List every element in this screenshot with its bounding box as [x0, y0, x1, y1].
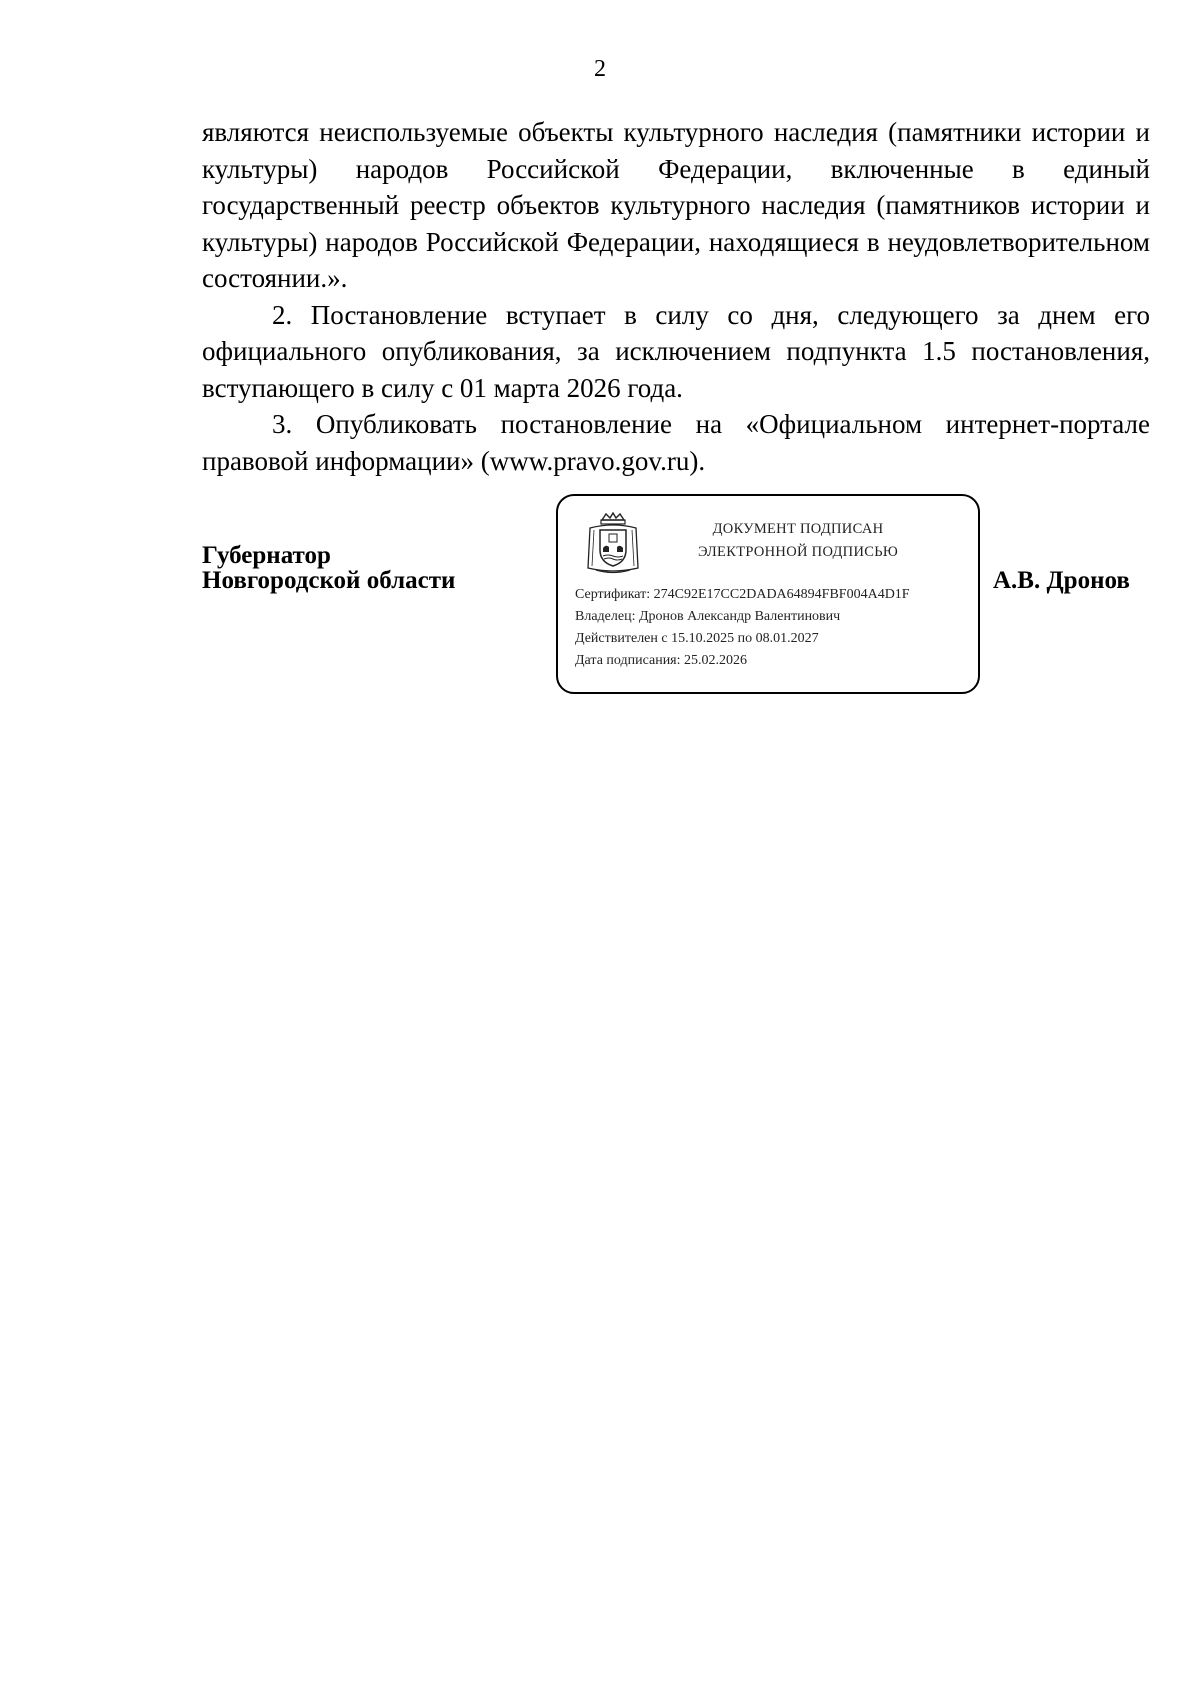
stamp-details [575, 584, 910, 672]
electronic-signature-stamp [556, 494, 980, 694]
stamp-certificate: Сертификат: 274C92E17CC2DADA64894FBF004A4D1F [575, 587, 910, 602]
stamp-header-line1: ДОКУМЕНТ ПОДПИСАН [712, 521, 884, 537]
paragraph-item-2: 2. Постановление вступает в силу со дня, следующего за днем его официального опубликования, за исключением подпункта 1.5 постановления, вступающего в силу с 01 марта 2026 года. [202, 299, 1150, 403]
stamp-header [668, 518, 928, 564]
signer-position-line1: Губернатор [202, 542, 331, 569]
stamp-validity: Действителен с 15.10.2025 по 08.01.2027 [575, 631, 819, 646]
signer-name: А.В. Дронов [993, 567, 1130, 594]
paragraph-continuation: являются неиспользуемые объекты культурного наследия (памятники истории и культуры) народов Российской Федерации, включенные в единый государственный реестр объектов культурного наследия (памятников истории и культуры) народов Российской Федерации, находящиеся в неудовлетворительном состоянии.». [202, 117, 1150, 293]
novgorod-coat-of-arms-icon [584, 512, 642, 576]
page-number: 2 [594, 56, 606, 82]
stamp-header-line2: ЭЛЕКТРОННОЙ ПОДПИСЬЮ [697, 544, 899, 560]
paragraph-item-3: 3. Опубликовать постановление на «Официальном интернет-портале правовой информации» (www.pravo.gov.ru). [202, 409, 1150, 476]
stamp-owner: Владелец: Дронов Александр Валентинович [575, 609, 841, 624]
signer-position-line2: Новгородской области [202, 567, 456, 594]
document-body [202, 114, 1150, 479]
stamp-sign-date: Дата подписания: 25.02.2026 [575, 653, 748, 668]
signer-position [202, 543, 455, 593]
